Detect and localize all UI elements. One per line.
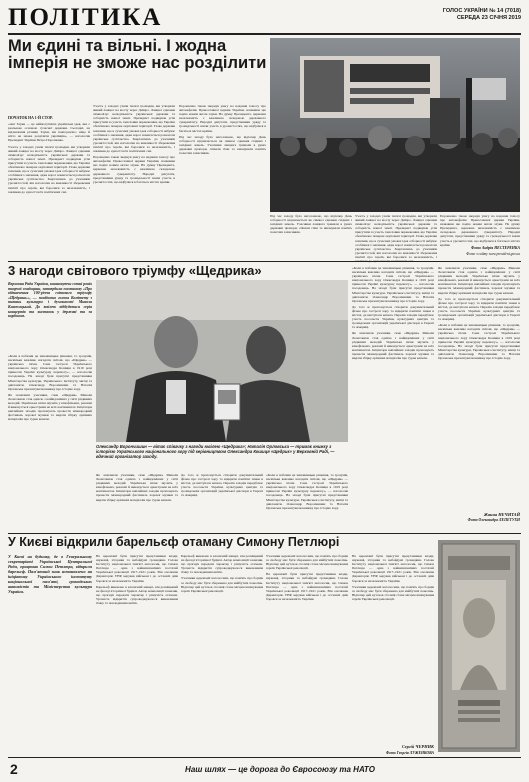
article3-photo-credit: Фото Георгія ЛУЖЕНКОВА xyxy=(385,751,434,755)
article2-col6 xyxy=(438,266,520,510)
article2-body-i: Як зазначили учасники, саме «Щедрик» Миколи Леонтовича став однією з найвідоміших у світі різдвяних мелодій. Українська пісня звучить у кінофільмах, рекламі й виконується оркестрами на всіх континентах. Ініціатори ювілейних заходів пропонують провести міжнародний фестиваль хорової музики та видати збірку архівних матеріалів про турне капели. xyxy=(438,266,520,295)
article1-body-e: Під час заходу було наголошено, що відтепер День соборності відзначається як символ єднання східних і західних земель. Учасники ланцюга тримали в руках державні прапори, співали гімн та вшанували пам'ять полеглих захисників. xyxy=(179,134,266,156)
article3-body-d: Учасники церемонії наголосили, що пам'ять про борців за свободу має бути збережена для майбутніх поколінь. Відтепер цей куточок столиці стане місцем вшанування героїв Української революції. xyxy=(181,576,263,593)
article1-col6 xyxy=(440,214,520,248)
article3-body-e: Учасники церемонії наголосили, що пам'ять про борців за свободу має бути збережена для майбутніх поколінь. Відтепер цей куточок столиці стане місцем вшанування героїв Української революції. xyxy=(266,554,348,571)
article1-body-c: Порошенко також звернув увагу на надання томосу про автокефалію Православної церкви України, назвавши цю подію новим актом злуки. На думку Президента, церковна незалежність є важливою складовою державного суверенітету. Народні депутати, представники уряду та громадськості взяли участь в урочистостях, що відбулися в багатьох містах країни. xyxy=(93,155,175,184)
article2-body-e: «Коли я побачив це чиновницьке рішення, то зрозумів, наскільки важливо нагадати світові, що «Щедрик» — українська пісня. Саме гастролі Українського національного хору Олександра Кошиця в 1919 році принесли Україні культурну перемогу», — наголосив посадовець. На заході були присутні представники Міністерства культури, Українського інституту, митці та дипломати. Олександр Ворончишин та Наталія Орловська презентували книжку про історію хору. xyxy=(266,473,348,510)
article1-body-b: Участь у заходах узяли тисячі громадян, які утворили живий ланцюг на мосту через Дніпро. Ланцюг єднання символізує неподільність української держави та соборність нашої землі. Президент подякував усім присутнім за участь і висловив переконання, що Україна обов'язково поверне окуповані території. Глава держави зазначив, що в сучасних умовах ідея соборності набуває особливого значення, адже ворог намагається розколоти українське суспільство. Звертаючись до учасників урочистостей, він наголосив на важливості збереження пам'яті про героїв, які боролися за незалежність, і закликав до єдності всіх політичних сил. xyxy=(93,104,175,154)
article2-lead: Верховна Рада України, вшановуючи сотні років творчої спадщини, затвердила постанову «Про відзначення 100-річчя світового тріумфу «Щедрика»», — повідомив голова Комітету з питань культури і духовності Микола Княжицький. До ювілею відбудеться серія концертів та виставок у державі та за кордоном. xyxy=(8,282,92,319)
article2-body-h: Як зазначили учасники, саме «Щедрик» Миколи Леонтовича став однією з найвідоміших у світі різдвяних мелодій. Українська пісня звучить у кінофільмах, рекламі й виконується оркестрами на всіх континентах. Ініціатори ювілейних заходів пропонують провести міжнародний фестиваль хорової музики та видати збірку архівних матеріалів про турне капели. xyxy=(352,331,434,360)
article2-photo-credit: Фото Олександра ЛЕПЕТУХИ xyxy=(467,518,520,522)
section-title: ПОЛІТИКА xyxy=(8,4,163,31)
article2-col2 xyxy=(96,473,178,532)
article2-col4 xyxy=(266,473,348,532)
article1-body-f: Під час заходу було наголошено, що відтепер День соборності відзначається як символ єднання східних і західних земель. Учасники ланцюга тримали в руках державні прапори, співали гімн та вшанували пам'ять полеглих захисників. xyxy=(270,214,352,235)
article3-author: Сергій ЧЕРНИК xyxy=(401,744,434,749)
article1-body-a: Участь у заходах узяли тисячі громадян, які утворили живий ланцюг на мосту через Дніпро. Ланцюг єднання символізує неподільність української держави та соборність нашої землі. Президент подякував усім присутнім за участь і висловив переконання, що Україна обов'язково поверне окуповані території. Глава держави зазначив, що в сучасних умовах ідея соборності набуває особливого значення, адже ворог намагається розколоти українське суспільство. Звертаючись до учасників урочистостей, він наголосив на важливості збереження пам'яті про героїв, які боролися за незалежність, і закликав до єдності всіх політичних сил. xyxy=(8,144,90,194)
article2-body-b: Як зазначили учасники, саме «Щедрик» Миколи Леонтовича став однією з найвідоміших у світі різдвяних мелодій. Українська пісня звучить у кінофільмах, рекламі й виконується оркестрами на всіх континентах. Ініціатори ювілейних заходів пропонують провести міжнародний фестиваль хорової музики та видати збірку архівних матеріалів про турне капели. xyxy=(8,392,93,422)
article3-col4 xyxy=(352,554,434,744)
article3-body-b: Барельєф виконано в класичній манері, він розміщений на фасаді історичної будівлі. Автор композиції зазначив, що прагнув передати характер і рішучість отамана. Урочисте відкриття супроводжувалося виконанням гімну та покладанням квітів. xyxy=(96,584,178,606)
article1-col1 xyxy=(8,116,90,258)
article1-body-h: Порошенко також звернув увагу на надання томосу про автокефалію Православної церкви України, назвавши цю подію новим актом злуки. На думку Президента, церковна незалежність є важливою складовою державного суверенітету. Народні депутати, представники уряду та громадськості взяли участь в урочистостях, що відбулися в багатьох містах країни. xyxy=(440,214,520,247)
article3-lead: У Києві на будинку, де в Генеральному секретаріаті Української Центральної Ради, працював Симон Петлюра, відкрили барельєф. Пам'ятний знак встановлено на ініціативу Українського інституту національної пам'яті, громадських активістів та Міністерства культури України. xyxy=(8,554,92,594)
article1-headline: Ми єдині та вільні. І жодна імперія не зможе нас розділити xyxy=(8,37,267,72)
issue-date: СЕРЕДА 23 СІЧНЯ 2019 xyxy=(456,15,521,21)
article1-col5 xyxy=(355,214,437,258)
article1-body-g: Участь у заходах узяли тисячі громадян, які утворили живий ланцюг на мосту через Дніпро. Ланцюг єднання символізує неподільність української держави та соборність нашої землі. Президент подякував усім присутнім за участь і висловив переконання, що Україна обов'язково поверне окуповані території. Глава держави зазначив, що в сучасних умовах ідея соборності набуває особливого значення, адже ворог намагається розколоти українське суспільство. Звертаючись до учасників урочистостей, він наголосив на важливості збереження пам'яті про героїв, які боролися за незалежність, і xyxy=(355,214,437,259)
article1-col2 xyxy=(93,104,175,258)
article2-photo xyxy=(96,280,348,442)
article2-body-c: Як зазначили учасники, саме «Щедрик» Миколи Леонтовича став однією з найвідоміших у світі різдвяних мелодій. Українська пісня звучить у кінофільмах, рекламі й виконується оркестрами на всіх континентах. Ініціатори ювілейних заходів пропонують провести міжнародний фестиваль хорової музики та видати збірку архівних матеріалів про турне капели. xyxy=(96,473,178,502)
article2-body-f: «Коли я побачив це чиновницьке рішення, то зрозумів, наскільки важливо нагадати світові, що «Щедрик» — українська пісня. Саме гастролі Українського національного хору Олександра Кошиця в 1919 році принесли Україні культурну перемогу», — наголосив посадовець. На заході були присутні представники Міністерства культури, Українського інституту, митці та дипломати. Олександр Ворончишин та Наталія Орловська презентували книжку про історію хору. xyxy=(352,266,434,303)
article2-photo-caption: Олександр Ворончишин — вітає співачку з нагоди ювілею «Щедрика»; Наталія Орловська — тримає книжку з історією Українського національного хору під керівництвом Олександра Кошиця «Щедрик» у Верховній Раді, — вдячний організатор заходу. xyxy=(96,444,335,459)
article3-col2 xyxy=(181,554,263,754)
article2-col3 xyxy=(181,473,263,532)
article3-headline: У Києві відкрили барельєф отаману Симону Петлюрі xyxy=(8,535,340,549)
article3-body-g: На церемонії були присутні представники влади, науковці, історики та небайдужі громадяни. Голова Інституту національної пам'яті наголосив, що Симон Петлюра — одна з найвизначніших постатей Української революції 1917–1921 років. Він очолював Директорію УНР, керував військом і до останніх днів боровся за незалежність України. xyxy=(352,554,434,583)
article1-photo xyxy=(270,38,520,212)
article1-body-d: Порошенко також звернув увагу на надання томосу про автокефалію Православної церкви України, назвавши цю подію новим актом злуки. На думку Президента, церковна незалежність є важливою складовою державного суверенітету. Народні депутати, представники уряду та громадськості взяли участь в урочистостях, що відбулися в багатьох містах країни. xyxy=(179,104,266,133)
page-number: 2 xyxy=(10,761,18,777)
issue-number: ГОЛОС УКРАЇНИ № 14 (7018) xyxy=(442,8,521,14)
article3-body-f: На церемонії були присутні представники влади, науковці, історики та небайдужі громадяни. Голова Інституту національної пам'яті наголосив, що Симон Петлюра — одна з найвизначніших постатей Української революції 1917–1921 років. Він очолював Директорію УНР, керував військом і до останніх днів боровся за незалежність України. xyxy=(266,572,348,601)
divider-2 xyxy=(8,533,521,534)
article1-source: Фото з сайту www.president.gov.ua xyxy=(466,252,520,256)
article1-col4 xyxy=(270,214,352,258)
article1-intro: «Акт Злуки — це наймогутніша українська ідея, яка є реальною основою сучасної держави. Сьогодні, на відзначення річниці Злуки, ми повторюємо: ніщо й ніхто не зможе розділити українців», — наголосив Президент України Петро Порошенко. xyxy=(8,122,90,143)
article1-col3 xyxy=(179,104,266,258)
article2-body-d: До того ж пропонується створити документальний фільм про гастролі хору та відкрити пам'ятні знаки в містах, де виступала капела. Перелік заходів передбачає участь посольств України, культурних центрів та громадських організацій української діаспори в Європі та Америці. xyxy=(181,473,263,498)
header-rule xyxy=(8,33,521,35)
article2-headline: 3 нагоди світового тріумфу «Щедрика» xyxy=(8,263,262,278)
article2-author: Жанна НЕЧИТАЙ xyxy=(483,512,520,517)
article2-col5 xyxy=(352,266,434,532)
article3-col3 xyxy=(266,554,348,754)
article3-body-h: Учасники церемонії наголосили, що пам'ять про борців за свободу має бути збережена для майбутніх поколінь. Відтепер цей куточок столиці стане місцем вшанування героїв Української революції. xyxy=(352,584,434,601)
article3-col1 xyxy=(96,554,178,754)
footer-rule xyxy=(8,757,521,758)
article2-body-a: «Коли я побачив це чиновницьке рішення, то зрозумів, наскільки важливо нагадати світові, що «Щедрик» — українська пісня. Саме гастролі Українського національного хору Олександра Кошиця в 1919 році принесли Україні культурну перемогу», — наголосив посадовець. На заході були присутні представники Міністерства культури, Українського інституту, митці та дипломати. Олександр Ворончишин та Наталія Орловська презентували книжку про історію хору. xyxy=(8,354,92,391)
article2-body-j: До того ж пропонується створити документальний фільм про гастролі хору та відкрити пам'ятні знаки в містах, де виступала капела. Перелік заходів передбачає участь посольств України, культурних центрів та громадських організацій української діаспори в Європі та Америці. xyxy=(438,296,520,322)
masthead-info xyxy=(443,8,521,22)
article2-body-k: «Коли я побачив це чиновницьке рішення, то зрозумів, наскільки важливо нагадати світові, що «Щедрик» — українська пісня. Саме гастролі Українського національного хору Олександра Кошиця в 1919 році принесли Україні культурну перемогу», — наголосив посадовець. На заході були присутні представники Міністерства культури, Українського інституту, митці та дипломати. Олександр Ворончишин та Наталія Орловська презентували книжку про історію хору. xyxy=(438,323,520,360)
footer-slogan: Наш шлях — це дорога до Євросоюзу та НАТО xyxy=(185,765,375,774)
article3-body-a: На церемонії були присутні представники влади, науковці, історики та небайдужі громадяни. Голова Інституту національної пам'яті наголосив, що Симон Петлюра — одна з найвизначніших постатей Української революції 1917–1921 років. Він очолював Директорію УНР, керував військом і до останніх днів боровся за незалежність України. xyxy=(96,554,178,583)
article3-photo xyxy=(438,540,520,752)
article1-kicker: ПОЧАТОК НА 1-Й СТОР. xyxy=(8,116,53,120)
article2-col1 xyxy=(8,354,92,502)
article3-body-c: Барельєф виконано в класичній манері, він розміщений на фасаді історичної будівлі. Автор композиції зазначив, що прагнув передати характер і рішучість отамана. Урочисте відкриття супроводжувалося виконанням гімну та покладанням квітів. xyxy=(181,554,263,575)
article1-photo-credit: Фото Андрія НЕСТЕРЕНКА xyxy=(470,246,520,250)
article2-body-g: До того ж пропонується створити документальний фільм про гастролі хору та відкрити пам'ятні знаки в містах, де виступала капела. Перелік заходів передбачає участь посольств України, культурних центрів та громадських організацій української діаспори в Європі та Америці. xyxy=(352,304,434,330)
divider-1 xyxy=(8,261,521,262)
